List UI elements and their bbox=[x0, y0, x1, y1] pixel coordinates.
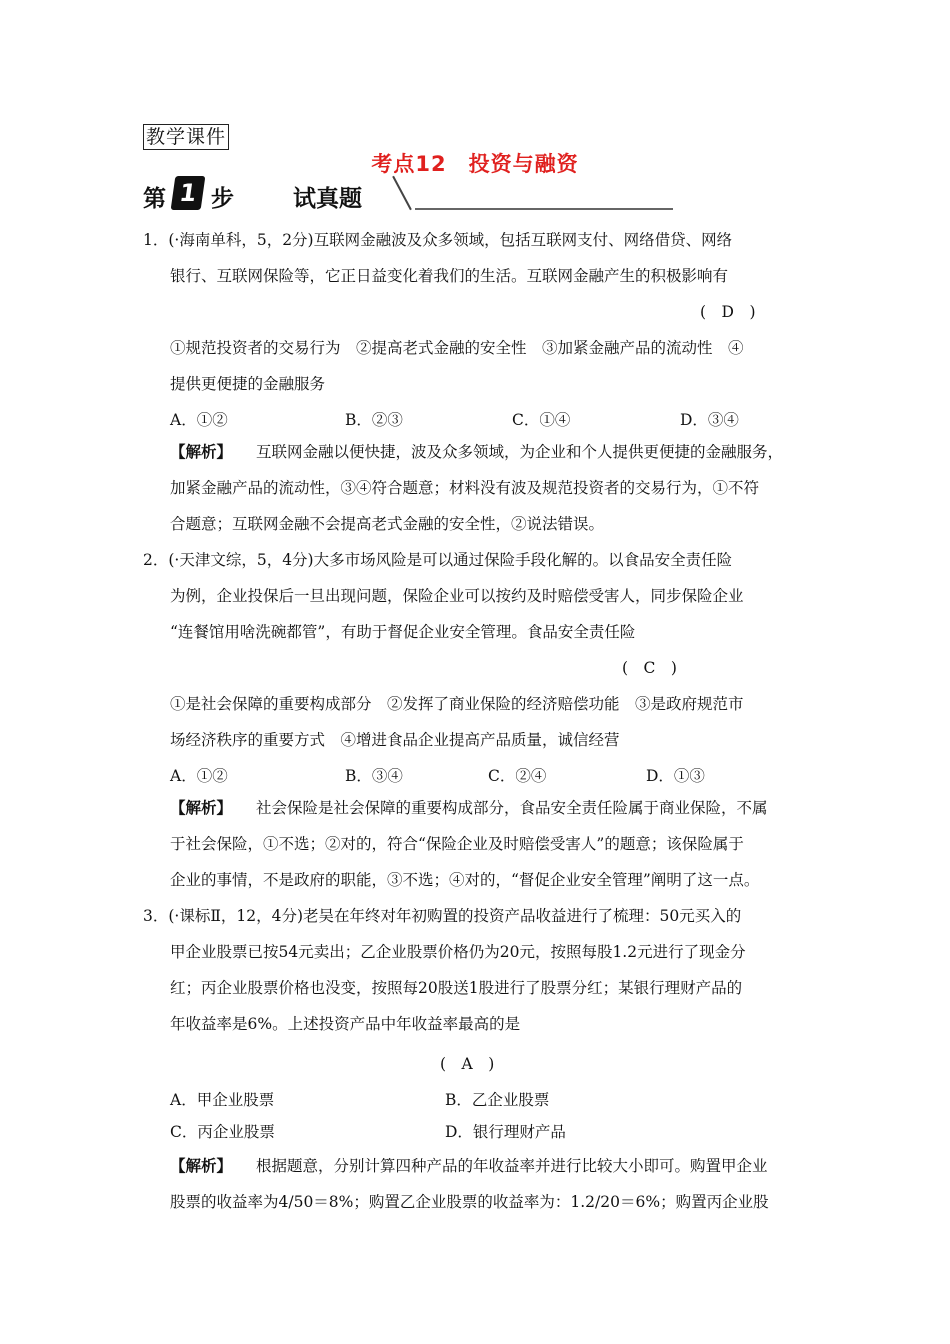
step-number-badge: 1 bbox=[171, 176, 206, 210]
q2-analysis-line-3: 企业的事情，不是政府的职能，③不选；④对的，“督促企业安全管理”阐明了这一点。 bbox=[170, 871, 760, 889]
q1-stem-line-2: 银行、互联网保险等，它正日益变化着我们的生活。互联网金融产生的积极影响有 bbox=[170, 267, 729, 285]
q2-choice-b: B．③④ bbox=[345, 767, 403, 785]
step-prefix: 第 bbox=[143, 186, 166, 212]
q3-stem-line-1: 3．(·课标Ⅱ，12，4分)老吴在年终对年初购置的投资产品收益进行了梳理：50元买入的 bbox=[143, 907, 742, 925]
step-suffix: 步 bbox=[211, 186, 234, 212]
page-title: 考点12 投资与融资 bbox=[371, 152, 579, 176]
q3-choice-c: C．丙企业股票 bbox=[170, 1123, 275, 1141]
q1-stem-line-1: 1．(·海南单科，5，2分)互联网金融波及众多领域，包括互联网支付、网络借贷、网络 bbox=[143, 231, 733, 249]
q1-options-line-2: 提供更便捷的金融服务 bbox=[170, 375, 326, 393]
q3-analysis-label: 【解析】 bbox=[170, 1156, 233, 1175]
q2-analysis-line-2: 于社会保险，①不选；②对的，符合“保险企业及时赔偿受害人”的题意；该保险属于 bbox=[170, 835, 744, 853]
q2-choice-a: A．①② bbox=[170, 767, 228, 785]
q1-analysis-line-1: 互联网金融以便快捷，波及众多领域，为企业和个人提供更便捷的金融服务， bbox=[256, 443, 784, 461]
q1-options-line-1: ①规范投资者的交易行为 ②提高老式金融的安全性 ③加紧金融产品的流动性 ④ bbox=[170, 339, 744, 357]
q1-analysis-line-3: 合题意；互联网金融不会提高老式金融的安全性，②说法错误。 bbox=[170, 515, 605, 533]
q3-choice-a: A．甲企业股票 bbox=[170, 1091, 275, 1109]
q2-options-line-1: ①是社会保障的重要构成部分 ②发挥了商业保险的经济赔偿功能 ③是政府规范市 bbox=[170, 695, 744, 713]
q1-choice-a: A．①② bbox=[170, 411, 228, 429]
q3-choice-d: D．银行理财产品 bbox=[445, 1123, 566, 1141]
q2-stem-line-2: 为例，企业投保后一旦出现问题，保险企业可以按约及时赔偿受害人，同步保险企业 bbox=[170, 587, 744, 605]
q3-answer: ( A ) bbox=[440, 1055, 495, 1073]
q2-analysis-line-1: 社会保险是社会保障的重要构成部分，食品安全责任险属于商业保险，不属 bbox=[256, 799, 768, 817]
q1-analysis-line-2: 加紧金融产品的流动性，③④符合题意；材料没有波及规范投资者的交易行为，①不符 bbox=[170, 479, 760, 497]
q1-choice-d: D．③④ bbox=[680, 411, 739, 429]
step-banner bbox=[143, 176, 673, 212]
q2-analysis-label: 【解析】 bbox=[170, 798, 233, 817]
q2-options-line-2: 场经济秩序的重要方式 ④增进食品企业提高产品质量，诚信经营 bbox=[170, 731, 620, 749]
q3-stem-line-2: 甲企业股票已按54元卖出；乙企业股票价格仍为20元，按照每股1.2元进行了现金分 bbox=[170, 943, 746, 961]
q2-choice-c: C．②④ bbox=[488, 767, 547, 785]
step-title: 试真题 bbox=[293, 186, 362, 212]
q2-answer: ( C ) bbox=[622, 659, 677, 677]
q3-analysis-line-1: 根据题意，分别计算四种产品的年收益率并进行比较大小即可。购置甲企业 bbox=[256, 1157, 768, 1175]
q3-stem-line-4: 年收益率是6%。上述投资产品中年收益率最高的是 bbox=[170, 1015, 521, 1033]
q1-choice-b: B．②③ bbox=[345, 411, 403, 429]
doc-tag: 教学课件 bbox=[143, 124, 229, 150]
q3-analysis-line-2: 股票的收益率为4/50＝8%；购置乙企业股票的收益率为：1.2/20＝6%；购置丙企业股 bbox=[170, 1193, 769, 1211]
q3-choice-b: B．乙企业股票 bbox=[445, 1091, 550, 1109]
q2-stem-line-3: “连餐馆用啥洗碗都管”，有助于督促企业安全管理。食品安全责任险 bbox=[170, 623, 636, 641]
q1-choice-c: C．①④ bbox=[512, 411, 571, 429]
step-divider bbox=[392, 176, 412, 210]
q2-stem-line-1: 2．(·天津文综，5，4分)大多市场风险是可以通过保险手段化解的。以食品安全责任险 bbox=[143, 551, 733, 569]
step-underline bbox=[415, 208, 673, 210]
q1-answer: ( D ) bbox=[700, 303, 756, 321]
q2-choice-d: D．①③ bbox=[646, 767, 705, 785]
q1-analysis-label: 【解析】 bbox=[170, 442, 233, 461]
q3-stem-line-3: 红；丙企业股票价格也没变，按照每20股送1股进行了股票分红；某银行理财产品的 bbox=[170, 979, 743, 997]
